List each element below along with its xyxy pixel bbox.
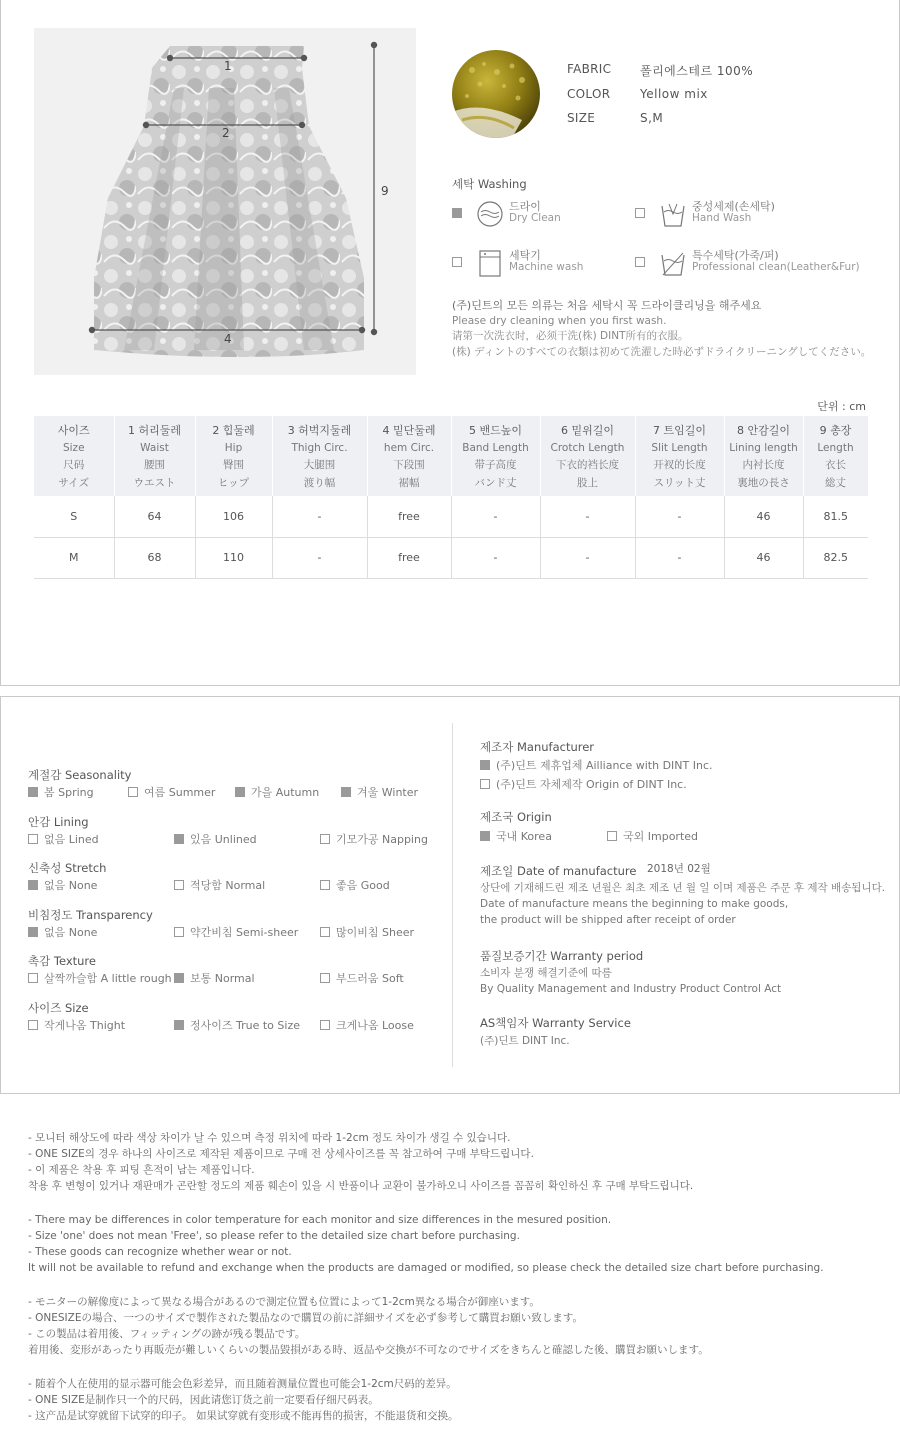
size-table-header-cell xyxy=(724,416,803,496)
option-label: 정사이즈 True to Size xyxy=(190,1018,300,1032)
attribute-option xyxy=(174,831,257,847)
washing-note-ko: (주)딘트의 모든 의류는 처음 세탁시 꼭 드라이클리닝을 해주세요 xyxy=(452,299,762,312)
wash-label-ko: 세탁기 xyxy=(509,249,541,262)
header-line: Lining length xyxy=(729,441,798,454)
note-line-ko: - 이 제품은 착용 후 피팅 흔적이 남는 제품입니다. xyxy=(28,1164,255,1176)
wash-label-en: Machine wash xyxy=(509,261,584,273)
note-line-ko: 착용 후 변형이 있거나 재판매가 곤란할 정도의 제품 훼손이 있을 시 반품이나 교환이 불가하오니 사이즈를 꼼꼼히 확인하신 후 구매 부탁드립니다. xyxy=(28,1180,694,1192)
size-table-header xyxy=(34,416,868,496)
header-line: 渡り幅 xyxy=(303,476,336,489)
table-cell: 106 xyxy=(195,496,272,537)
attribute-option xyxy=(320,924,414,940)
table-cell: - xyxy=(540,496,635,537)
color-value: Yellow mix xyxy=(640,86,708,101)
hand-wash-icon xyxy=(659,200,687,231)
measure-label-hem: 4 xyxy=(224,332,232,346)
size-table xyxy=(34,416,869,579)
attribute-title: 사이즈 Size xyxy=(28,1000,89,1015)
manufacturer-title: 제조자 Manufacturer xyxy=(480,740,595,754)
header-line: 下衣的裆长度 xyxy=(556,459,619,471)
checkbox xyxy=(28,973,38,983)
product-info-panel xyxy=(0,0,900,686)
note-line-ja: - ONESIZEの場合、一つのサイズで製作された製品なので購買の前に詳細サイズを必ず参考して購買お願い致します。 xyxy=(28,1312,583,1324)
size-table-header-cell xyxy=(635,416,724,496)
attribute-option xyxy=(174,970,255,986)
table-row xyxy=(34,537,868,578)
table-cell: 82.5 xyxy=(803,537,868,578)
skirt-illustration xyxy=(34,28,416,375)
checkbox xyxy=(174,834,184,844)
option-label: 적당함 Normal xyxy=(190,879,266,892)
header-line: 开衩的长度 xyxy=(653,459,706,471)
checkbox xyxy=(174,1020,184,1030)
header-line: 7 트임길이 xyxy=(653,424,706,437)
header-line: 1 허리둘레 xyxy=(128,424,181,437)
note-line-ja: - この製品は着用後、フィッティングの跡が残る製品です。 xyxy=(28,1328,306,1340)
warranty-line: By Quality Management and Industry Product Control Act xyxy=(480,983,782,995)
note-line-en: - There may be differences in color temperature for each monitor and size differences in the mesured position. xyxy=(28,1214,612,1226)
option-label: 여름 Summer xyxy=(144,786,216,799)
option-label: 겨울 Winter xyxy=(357,786,419,799)
option-label: 없음 None xyxy=(44,879,98,892)
attribute-option xyxy=(28,970,172,986)
checkbox xyxy=(235,787,245,797)
washing-note-en: Please dry cleaning when you first wash. xyxy=(452,314,667,327)
washing-note-zh: 请第一次洗衣时，必须干洗(株) DINT所有的衣服。 xyxy=(452,330,689,342)
origin-option xyxy=(480,828,552,844)
option-label: 살짝까슬함 A little rough xyxy=(44,972,172,985)
checkbox xyxy=(320,1020,330,1030)
wash-label-ko: 중성세제(손세탁) xyxy=(692,200,775,213)
header-line: 大腿围 xyxy=(303,459,336,471)
divider xyxy=(452,723,453,1067)
attribute-option xyxy=(28,924,97,940)
header-line: Slit Length xyxy=(651,441,708,454)
option-label: 기모가공 Napping xyxy=(336,832,428,846)
header-line: 6 밑위길이 xyxy=(561,424,614,437)
spacer xyxy=(28,1276,888,1294)
attribute-option xyxy=(174,1017,300,1033)
header-line: 사이즈 xyxy=(57,424,90,437)
attribute-option xyxy=(174,924,298,940)
manufacturer-option xyxy=(480,776,687,792)
color-key: COLOR xyxy=(567,86,611,101)
option-label: 크게나옴 Loose xyxy=(336,1018,414,1032)
attribute-option xyxy=(128,784,215,800)
option-label: 부드러움 Soft xyxy=(336,972,404,985)
wash-label-en: Professional clean(Leather&Fur) xyxy=(692,261,860,273)
wash-label-ko: 특수세탁(가죽/퍼) xyxy=(692,249,779,262)
option-label: 약간비침 Semi-sheer xyxy=(190,925,299,939)
wash-label-en: Hand Wash xyxy=(692,212,752,224)
header-line: 5 밴드높이 xyxy=(469,424,522,437)
header-line: 衣长 xyxy=(825,459,846,471)
checkbox xyxy=(480,779,490,789)
checkbox xyxy=(174,973,184,983)
option-label: (주)딘트 제휴업체 Ailliance with DINT Inc. xyxy=(496,759,713,772)
spacer xyxy=(28,1194,888,1212)
attribute-option xyxy=(28,831,99,847)
checkbox xyxy=(320,927,330,937)
option-label: 없음 None xyxy=(44,925,98,939)
table-row xyxy=(34,496,868,537)
wash-label-en: Dry Clean xyxy=(509,212,561,224)
table-cell: - xyxy=(540,537,635,578)
header-line: Hip xyxy=(224,441,243,454)
header-line: 4 밑단둘레 xyxy=(382,424,436,437)
washing-notes xyxy=(452,298,871,360)
size-table-header-cell xyxy=(803,416,868,496)
header-line: Thigh Circ. xyxy=(291,441,348,454)
header-line: 臀围 xyxy=(223,459,244,471)
checkbox xyxy=(128,787,138,797)
checkbox xyxy=(607,831,617,841)
measure-label-length: 9 xyxy=(381,184,389,198)
attribute-option xyxy=(320,877,390,893)
fabric-value: 폴리에스테르 100% xyxy=(640,64,754,78)
measure-label-waist: 1 xyxy=(224,59,232,73)
fabric-swatch xyxy=(452,50,540,138)
table-cell: S xyxy=(34,496,114,537)
purchase-notes xyxy=(28,1130,888,1424)
attribute-title: 비침정도 Transparency xyxy=(28,907,153,922)
attribute-title: 계절감 Seasonality xyxy=(28,768,132,782)
warranty-line: 소비자 분쟁 해결기준에 따름 xyxy=(480,967,612,979)
checkbox xyxy=(452,257,462,267)
header-line: Size xyxy=(62,441,85,454)
option-label: 봄 Spring xyxy=(44,786,94,799)
header-line: 带子高度 xyxy=(474,459,517,471)
header-line: Waist xyxy=(140,441,169,454)
header-line: 9 총장 xyxy=(819,424,852,437)
header-line: バンド丈 xyxy=(474,476,517,489)
note-line-ja: 着用後、変形があったり再販売が難しいくらいの製品毀損がある時、返品や交換が不可なのでサイズをきちんと確認した後、購買お願いします。 xyxy=(28,1344,709,1356)
origin-title: 제조국 Origin xyxy=(480,810,552,824)
note-line-zh: - 这产品是试穿就留下试穿的印子。 如果试穿就有变形或不能再售的损害，不能退货和交换。 xyxy=(28,1410,459,1422)
fabric-swatch-image xyxy=(452,50,540,138)
checkbox xyxy=(174,927,184,937)
table-cell: - xyxy=(635,496,724,537)
checkbox xyxy=(635,208,645,218)
option-label: (주)딘트 자체제작 Origin of DINT Inc. xyxy=(496,778,687,791)
table-cell: 110 xyxy=(195,537,272,578)
professional-clean-icon xyxy=(659,249,687,280)
header-line: Crotch Length xyxy=(550,441,625,454)
note-line-ko: - 모니터 해상도에 따라 색상 차이가 날 수 있으며 측정 위치에 따라 1-2cm 정도 차이가 생길 수 있습니다. xyxy=(28,1132,511,1144)
header-line: 裾幅 xyxy=(398,476,420,489)
machine-wash-icon xyxy=(476,249,504,280)
header-line: 下段围 xyxy=(393,459,425,471)
measure-label-hip: 2 xyxy=(222,126,230,140)
note-line-en: - These goods can recognize whether wear or not. xyxy=(28,1246,292,1258)
header-line: Length xyxy=(817,441,854,454)
size-table-header-cell xyxy=(114,416,195,496)
checkbox xyxy=(320,973,330,983)
unit-label: 단위 : cm xyxy=(817,400,866,413)
table-cell: - xyxy=(451,537,540,578)
table-cell: 46 xyxy=(724,537,803,578)
size-table-header-cell xyxy=(540,416,635,496)
header-line: 2 힙둘레 xyxy=(212,424,255,437)
table-cell: - xyxy=(272,537,367,578)
manufacture-date-title: 제조일 Date of manufacture xyxy=(480,864,637,878)
attribute-option xyxy=(28,877,97,893)
manufacture-date-line: 상단에 기재해드린 제조 년월은 최초 제조 년 월 일 이며 제품은 주문 후 제작 배송됩니다. xyxy=(480,882,886,894)
option-label: 가을 Autumn xyxy=(251,786,320,799)
header-line: 股上 xyxy=(577,476,598,489)
checkbox xyxy=(480,831,490,841)
table-cell: - xyxy=(635,537,724,578)
checkbox xyxy=(480,760,490,770)
table-cell: 68 xyxy=(114,537,195,578)
header-line: 内衬长度 xyxy=(742,459,785,471)
table-cell: 64 xyxy=(114,496,195,537)
header-line: hem Circ. xyxy=(383,441,435,454)
as-title: AS책임자 Warranty Service xyxy=(480,1016,631,1030)
attribute-option xyxy=(320,970,404,986)
fabric-key: FABRIC xyxy=(567,62,612,76)
header-line: 裏地の長さ xyxy=(737,476,790,489)
checkbox xyxy=(28,1020,38,1030)
checkbox xyxy=(320,880,330,890)
checkbox xyxy=(341,787,351,797)
header-line: スリット丈 xyxy=(653,476,706,489)
header-line: 尺码 xyxy=(63,459,85,471)
option-label: 있음 Unlined xyxy=(190,832,257,846)
attribute-option xyxy=(320,831,428,847)
attribute-option xyxy=(28,1017,125,1033)
note-line-en: - Size 'one' does not mean 'Free', so please refer to the detailed size chart before purchasing. xyxy=(28,1230,520,1242)
attribute-option xyxy=(28,784,94,800)
washing-note-ja: (株) ディントのすべての衣類は初めて洗濯した時必ずドライクリーニングしてください。 xyxy=(452,345,872,358)
table-cell: free xyxy=(367,537,451,578)
header-line: Band Length xyxy=(462,441,529,454)
option-label: 국외 Imported xyxy=(623,830,699,843)
checkbox xyxy=(452,208,462,218)
table-cell: 46 xyxy=(724,496,803,537)
origin-option xyxy=(607,828,698,844)
table-cell: - xyxy=(272,496,367,537)
header-line: サイズ xyxy=(58,476,90,489)
attribute-option xyxy=(235,784,319,800)
manufacture-date-line: the product will be shipped after receipt of order xyxy=(480,914,736,926)
manufacture-date-value: 2018년 02월 xyxy=(647,863,711,875)
option-label: 작게나옴 Thight xyxy=(44,1018,126,1032)
size-table-header-cell xyxy=(451,416,540,496)
checkbox xyxy=(28,927,38,937)
table-cell: M xyxy=(34,537,114,578)
checkbox xyxy=(635,257,645,267)
checkbox xyxy=(28,880,38,890)
washing-title: 세탁 Washing xyxy=(452,177,527,191)
dry-clean-icon xyxy=(476,200,504,231)
checkbox xyxy=(174,880,184,890)
size-table-header-cell xyxy=(195,416,272,496)
option-label: 좋음 Good xyxy=(336,879,390,892)
manufacture-date-line: Date of manufacture means the beginning to make goods, xyxy=(480,898,789,910)
size-key: SIZE xyxy=(567,111,596,125)
manufacturer-option xyxy=(480,757,713,773)
note-line-en: It will not be available to refund and exchange when the products are damaged or modified, so please check the detailed size chart before purchasing. xyxy=(28,1262,824,1274)
table-cell: free xyxy=(367,496,451,537)
warranty-title: 품질보증기간 Warranty period xyxy=(480,949,644,963)
product-attributes-panel xyxy=(0,696,900,1094)
note-line-ja: - モニターの解像度によって異なる場合があるので測定位置も位置によって1-2cm異なる場合が御座います。 xyxy=(28,1296,540,1308)
option-label: 국내 Korea xyxy=(496,830,552,843)
note-line-zh: - ONE SIZE是制作只一个的尺码，因此请您订货之前一定要看仔细尺码表。 xyxy=(28,1394,379,1406)
table-cell: - xyxy=(451,496,540,537)
header-line: 8 안감길이 xyxy=(737,424,790,437)
header-line: 3 허벅지둘레 xyxy=(287,424,352,437)
as-value: (주)딘트 DINT Inc. xyxy=(480,1035,570,1047)
attribute-option xyxy=(341,784,418,800)
wash-label-ko: 드라이 xyxy=(509,200,541,213)
size-table-header-cell xyxy=(34,416,114,496)
checkbox xyxy=(28,834,38,844)
attribute-option xyxy=(320,1017,414,1033)
option-label: 많이비침 Sheer xyxy=(336,925,415,939)
header-line: ウエスト xyxy=(133,476,176,489)
size-table-header-cell xyxy=(367,416,451,496)
header-line: ヒップ xyxy=(217,476,250,489)
attribute-title: 신축성 Stretch xyxy=(28,861,107,875)
size-value: S,M xyxy=(640,111,664,125)
attribute-option xyxy=(174,877,265,893)
header-line: 腰围 xyxy=(144,459,165,471)
table-cell: 81.5 xyxy=(803,496,868,537)
header-line: 総丈 xyxy=(825,476,846,489)
attribute-title: 촉감 Texture xyxy=(28,954,96,968)
skirt-measurement-image xyxy=(34,28,416,375)
attribute-title: 안감 Lining xyxy=(28,814,89,829)
note-line-zh: - 随着个人在使用的显示器可能会色彩差异，而且随着测量位置也可能会1-2cm尺码的差异。 xyxy=(28,1378,457,1390)
option-label: 없음 Lined xyxy=(44,832,99,846)
checkbox xyxy=(28,787,38,797)
note-line-ko: - ONE SIZE의 경우 하나의 사이즈로 제작된 제품이므로 구매 전 상세사이즈를 꼭 참고하여 구매 부탁드립니다. xyxy=(28,1148,534,1160)
spacer xyxy=(28,1358,888,1376)
checkbox xyxy=(320,834,330,844)
option-label: 보통 Normal xyxy=(190,972,255,985)
size-table-header-cell xyxy=(272,416,367,496)
